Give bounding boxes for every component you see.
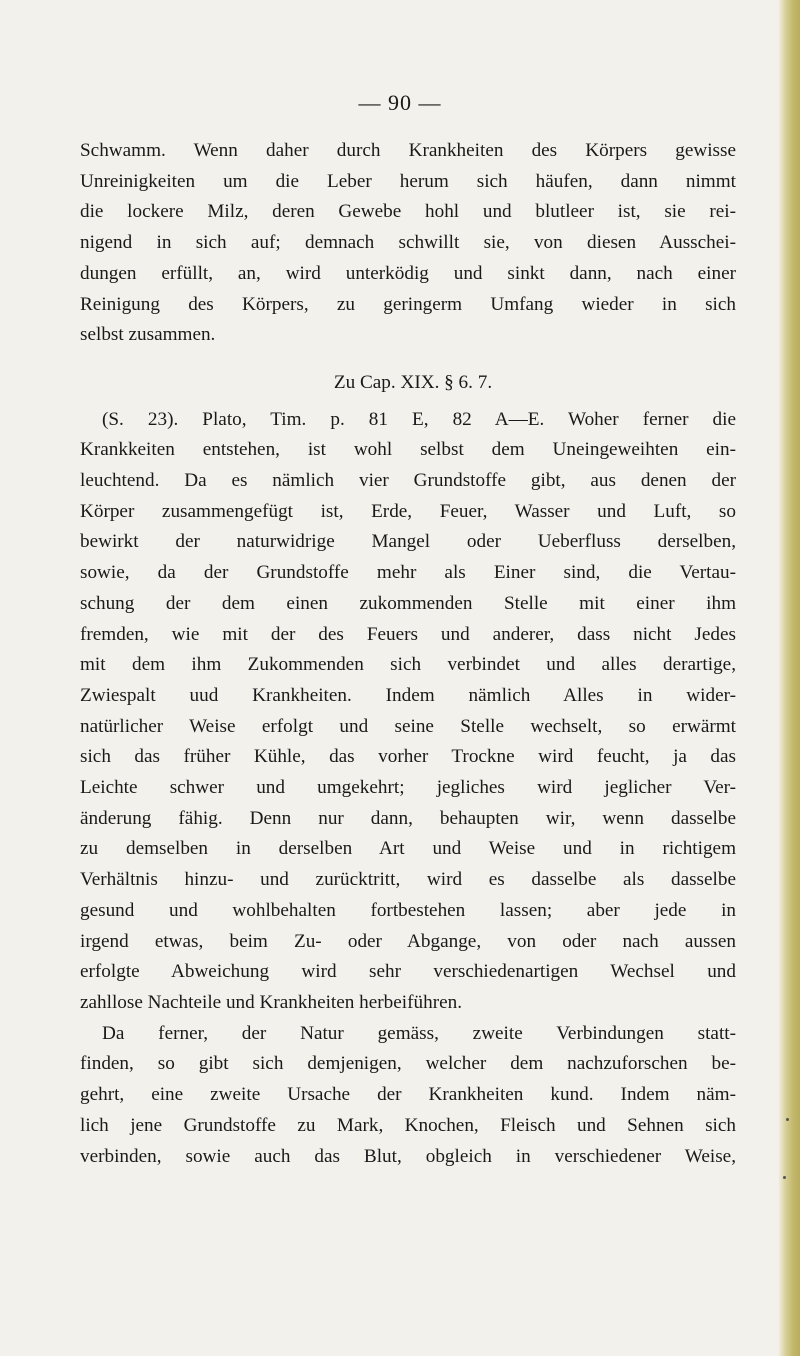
text-line: leuchtend. Da es nämlich vier Grundstoffe gibt, aus denen der (80, 470, 736, 492)
text-line: änderung fähig. Denn nur dann, behaupten wir, wenn dasselbe (80, 807, 736, 829)
edge-mark (786, 1118, 789, 1121)
text-line: die lockere Milz, deren Gewebe hohl und blutleer ist, sie rei- (80, 201, 736, 223)
text-line: zu demselben in derselben Art und Weise und in richtigem (80, 838, 736, 860)
page-number: — 90 — (358, 90, 442, 115)
text-line: erfolgte Abweichung wird sehr verschiedenartigen Wechsel und (80, 961, 736, 983)
text-line: dungen erfüllt, an, wird unterködig und sinkt dann, nach einer (80, 262, 736, 284)
text-line: bewirkt der naturwidrige Mangel oder Ueberfluss derselben, (80, 531, 736, 553)
text-line: Verhältnis hinzu- und zurücktritt, wird es dasselbe als dasselbe (80, 869, 736, 891)
edge-mark (783, 1176, 786, 1179)
text-line: selbst zusammen. (80, 324, 216, 346)
text-line: Krankkeiten entstehen, ist wohl selbst dem Uneingeweihten ein- (80, 439, 736, 461)
text-line: Körper zusammengefügt ist, Erde, Feuer, Wasser und Luft, so (80, 500, 736, 522)
text-line: verbinden, sowie auch das Blut, obgleich in verschiedener Weise, (80, 1145, 736, 1167)
text-line: Unreinigkeiten um die Leber herum sich häufen, dann nimmt (80, 170, 736, 192)
text-line: gesund und wohlbehalten fortbestehen lassen; aber jede in (80, 899, 736, 921)
text-line: nigend in sich auf; demnach schwillt sie, von diesen Ausschei- (80, 232, 736, 254)
text-line: lich jene Grundstoffe zu Mark, Knochen, Fleisch und Sehnen sich (80, 1114, 736, 1136)
text-line: schung der dem einen zukommenden Stelle mit einer ihm (80, 592, 736, 614)
text-line: zahllose Nachteile und Krankheiten herbeiführen. (80, 991, 462, 1013)
section-heading: Zu Cap. XIX. § 6. 7. (333, 371, 493, 393)
text-line: Schwamm. Wenn daher durch Krankheiten des Körpers gewisse (80, 140, 736, 161)
text-line: mit dem ihm Zukommenden sich verbindet und alles derartige, (80, 654, 736, 676)
text-line: (S. 23). Plato, Tim. p. 81 E, 82 A—E. Woher ferner die (102, 408, 736, 430)
text-line: gehrt, eine zweite Ursache der Krankheiten kund. Indem näm- (80, 1084, 736, 1106)
paragraph-2 (80, 405, 736, 1019)
text-line: sich das früher Kühle, das vorher Trockne wird feucht, ja das (80, 746, 736, 768)
text-line: natürlicher Weise erfolgt und seine Stelle wechselt, so erwärmt (80, 715, 736, 737)
text-line: Zwiespalt uud Krankheiten. Indem nämlich Alles in wider- (80, 684, 736, 706)
paragraph-1 (80, 136, 736, 351)
text-line: fremden, wie mit der des Feuers und anderer, dass nicht Jedes (80, 623, 736, 645)
text-line: Reinigung des Körpers, zu geringerm Umfang wieder in sich (80, 293, 736, 315)
text-line: Da ferner, der Natur gemäss, zweite Verbindungen statt- (102, 1022, 736, 1044)
page-text (80, 136, 736, 1172)
text-line: irgend etwas, beim Zu- oder Abgange, von oder nach aussen (80, 930, 736, 952)
page-edge-stain (778, 0, 800, 1356)
text-line: finden, so gibt sich demjenigen, welcher dem nachzuforschen be- (80, 1053, 736, 1075)
text-line: sowie, da der Grundstoffe mehr als Einer sind, die Vertau- (80, 562, 736, 584)
text-line: Leichte schwer und umgekehrt; jegliches wird jeglicher Ver- (80, 777, 736, 799)
paragraph-3 (80, 1019, 736, 1173)
